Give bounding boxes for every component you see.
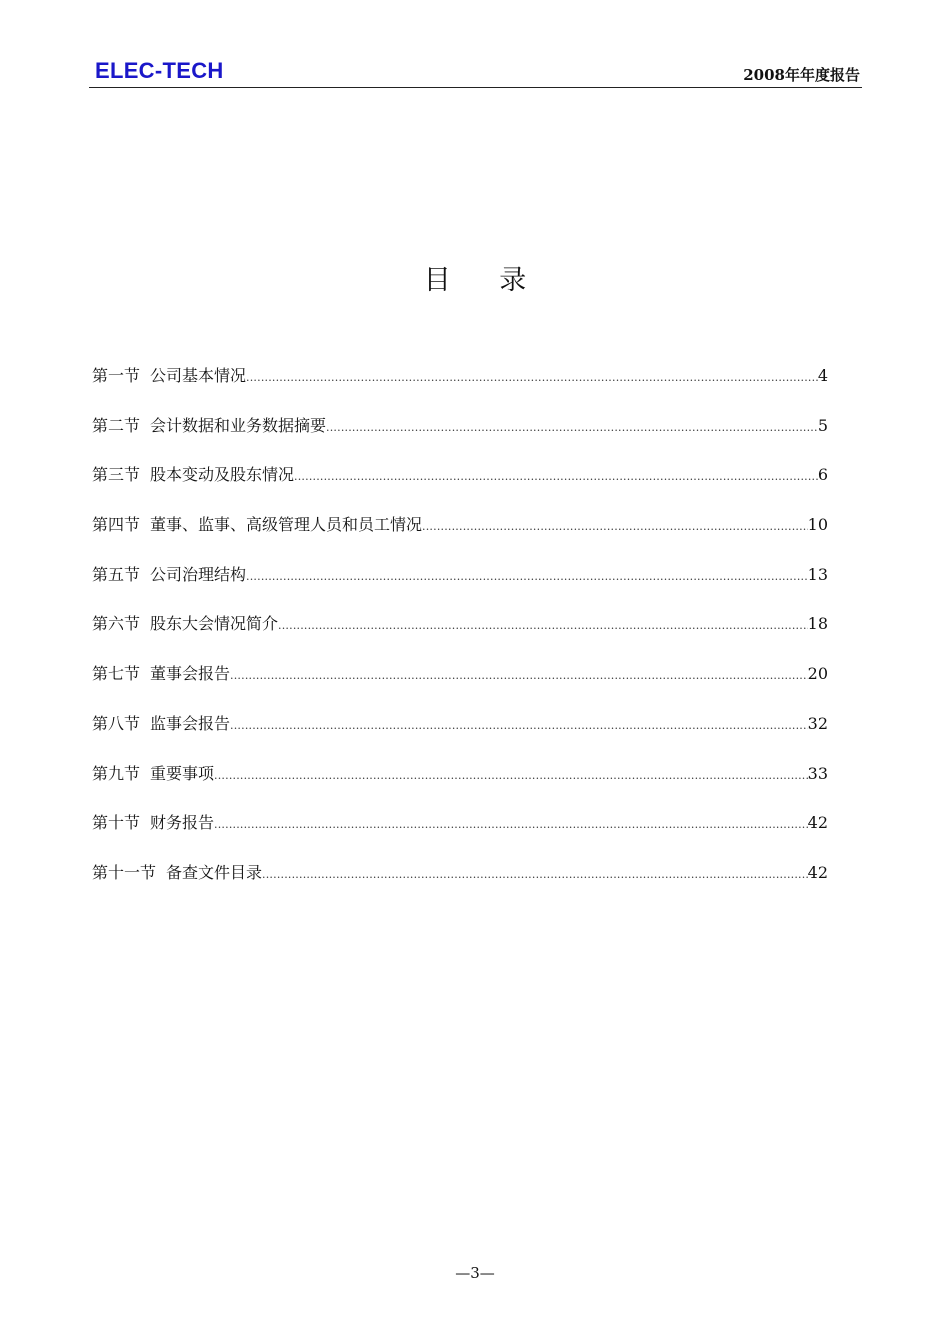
toc-page-number: 5	[817, 415, 828, 435]
toc-page-number: 13	[807, 564, 828, 584]
toc-section-number: 第十节	[92, 813, 141, 833]
toc-section-title: 董事会报告	[150, 664, 231, 684]
toc-entry-5[interactable]	[92, 563, 828, 613]
toc-section-title: 财务报告	[150, 813, 215, 833]
toc-section-title: 股东大会情况简介	[150, 614, 279, 634]
dot-leader	[278, 614, 808, 638]
toc-section-title: 董事、监事、高级管理人员和员工情况	[150, 515, 423, 535]
toc-section-title: 备查文件目录	[166, 862, 263, 882]
toc-entry-7[interactable]	[92, 662, 828, 712]
dot-leader	[214, 764, 808, 788]
toc-entry-9[interactable]	[92, 762, 828, 812]
report-title: 2008年年度报告	[743, 66, 860, 84]
toc-page-number: 20	[807, 664, 828, 684]
toc-entry-6[interactable]	[92, 612, 828, 662]
dot-leader	[246, 565, 808, 589]
toc-entry-2[interactable]	[92, 414, 828, 464]
toc-section-number: 第七节	[92, 664, 141, 684]
toc-page-number: 32	[807, 713, 828, 733]
toc-section-number: 第九节	[92, 763, 141, 783]
toc-section-title: 会计数据和业务数据摘要	[150, 415, 327, 435]
toc-page-number: 6	[817, 465, 828, 485]
toc-page-number: 18	[807, 614, 828, 634]
dot-leader	[246, 366, 818, 390]
toc-entry-1[interactable]	[92, 364, 828, 414]
dot-leader	[422, 515, 808, 539]
company-logo: ELEC-TECH	[95, 58, 224, 83]
toc-section-number: 第三节	[92, 465, 141, 485]
dot-leader	[262, 863, 808, 887]
toc-entry-11[interactable]	[92, 861, 828, 911]
toc-section-number: 第十一节	[92, 862, 157, 882]
toc-section-number: 第八节	[92, 713, 141, 733]
toc-section-title: 监事会报告	[150, 713, 231, 733]
toc-page-number: 10	[807, 515, 828, 535]
toc-section-title: 重要事项	[150, 763, 215, 783]
toc-section-title: 公司基本情况	[150, 366, 247, 385]
toc-section-number: 第五节	[92, 564, 141, 584]
toc-section-number: 第六节	[92, 614, 141, 634]
dot-leader	[294, 465, 818, 489]
dot-leader	[230, 714, 808, 738]
toc-section-title: 公司治理结构	[150, 564, 247, 584]
toc-section-number: 第四节	[92, 515, 141, 535]
toc-page-number: 4	[817, 366, 828, 385]
toc-section-title: 股本变动及股东情况	[150, 465, 295, 485]
table-of-contents	[92, 364, 828, 911]
toc-entry-4[interactable]	[92, 513, 828, 563]
toc-section-number: 第二节	[92, 415, 141, 435]
toc-page-number: 42	[807, 862, 828, 882]
header-divider	[89, 87, 862, 88]
toc-page-number: 42	[807, 813, 828, 833]
dot-leader	[230, 664, 808, 688]
toc-heading: 目 录	[423, 265, 547, 296]
dot-leader	[326, 416, 818, 440]
dot-leader	[214, 813, 808, 837]
toc-page-number: 33	[807, 763, 828, 783]
toc-entry-3[interactable]	[92, 463, 828, 513]
toc-section-number: 第一节	[92, 366, 141, 385]
toc-entry-10[interactable]	[92, 811, 828, 861]
page-number: —3—	[455, 1264, 495, 1282]
toc-entry-8[interactable]	[92, 712, 828, 762]
